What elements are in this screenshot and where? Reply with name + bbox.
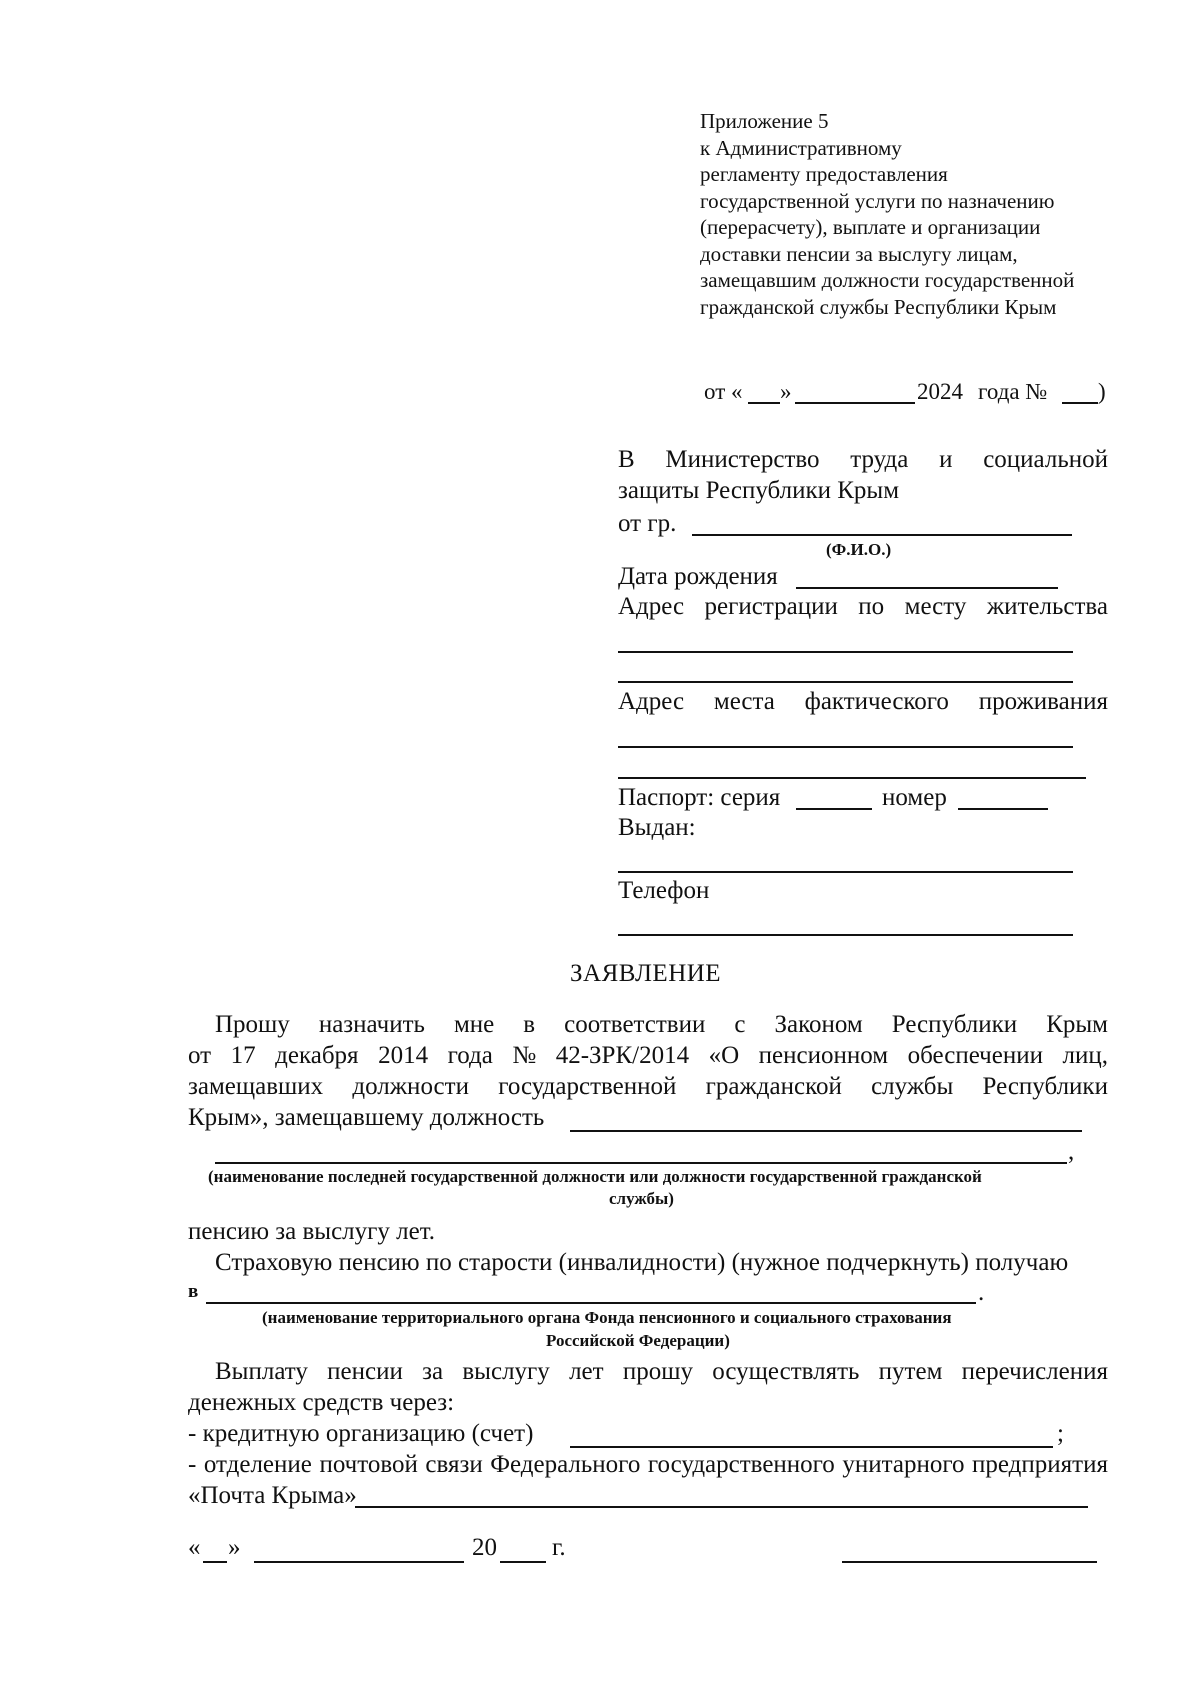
- bank-end: ;: [1057, 1420, 1064, 1447]
- passport-number-field[interactable]: [958, 808, 1048, 810]
- reg-address-field-1[interactable]: [618, 651, 1073, 653]
- word: месту: [904, 593, 967, 620]
- word: унитарного: [842, 1451, 965, 1478]
- word: в: [523, 1011, 536, 1038]
- statement-p1-line2: [188, 1042, 1108, 1070]
- word: за: [422, 1358, 444, 1385]
- actual-address-label: [618, 688, 1108, 716]
- bank-label: - кредитную организацию (счет): [188, 1420, 534, 1447]
- word: проживания: [978, 688, 1108, 715]
- word: и: [939, 446, 953, 473]
- position-field-2[interactable]: [215, 1162, 1067, 1164]
- fund-field[interactable]: [206, 1302, 976, 1304]
- statement-p2-in: в: [188, 1281, 199, 1302]
- sign-year-suffix: г.: [552, 1534, 566, 1561]
- signature-field[interactable]: [842, 1561, 1097, 1563]
- word: должности: [352, 1073, 469, 1100]
- post-line-2: «Почта Крыма»: [188, 1482, 357, 1509]
- appendix-line: гражданской службы Республики Крым: [700, 294, 1057, 319]
- phone-field[interactable]: [618, 934, 1073, 936]
- reg-address-field-2[interactable]: [618, 681, 1073, 683]
- position-comma: ,: [1068, 1138, 1075, 1165]
- month-blank[interactable]: [795, 402, 915, 404]
- fio-field[interactable]: [692, 534, 1072, 536]
- fund-dot: .: [978, 1279, 985, 1306]
- word: по: [858, 593, 885, 620]
- date-year-suffix: года №: [978, 379, 1048, 404]
- word: государственной: [498, 1073, 677, 1100]
- sign-year-prefix: 20: [472, 1534, 497, 1561]
- word: фактического: [804, 688, 949, 715]
- word: перечисления: [961, 1358, 1108, 1385]
- statement-p2-line1: Страховую пенсию по старости (инвалидности) (нужное подчеркнуть) получаю: [215, 1249, 1069, 1276]
- day-blank[interactable]: [748, 402, 780, 404]
- post-line-1: [188, 1451, 1108, 1479]
- appendix-line: регламенту предоставления: [700, 162, 948, 186]
- birth-label: Дата рождения: [618, 563, 778, 590]
- word: В: [618, 446, 635, 473]
- word: «О: [708, 1042, 740, 1069]
- word: почтовой: [319, 1451, 418, 1478]
- issued-field[interactable]: [618, 871, 1073, 873]
- date-mid: »: [780, 379, 792, 404]
- statement-p1-line1: [215, 1011, 1108, 1039]
- fund-caption: (наименование территориального органа Фонда пенсионного и социального страхования: [262, 1308, 952, 1327]
- word: государственного: [647, 1451, 835, 1478]
- appendix-line: (перерасчету), выплате и организации: [700, 215, 1041, 239]
- passport-series-label: Паспорт: серия: [618, 784, 781, 811]
- word: от: [188, 1042, 212, 1069]
- reg-address-label: [618, 593, 1108, 621]
- number-blank[interactable]: [1062, 402, 1098, 404]
- word: регистрации: [704, 593, 838, 620]
- passport-series-field[interactable]: [796, 808, 872, 810]
- word: соответствии: [564, 1011, 706, 1038]
- statement-p1-line3: [188, 1073, 1108, 1101]
- appendix-line: доставки пенсии за выслугу лицам,: [700, 241, 1018, 266]
- word: путем: [878, 1358, 943, 1385]
- word: лиц,: [1062, 1042, 1108, 1069]
- sign-year-field[interactable]: [500, 1561, 546, 1563]
- word: Крым: [1046, 1011, 1108, 1038]
- word: гражданской: [705, 1073, 842, 1100]
- word: Адрес: [618, 593, 685, 620]
- bank-account-field[interactable]: [570, 1446, 1053, 1448]
- sign-month-field[interactable]: [254, 1561, 464, 1563]
- sign-close: »: [228, 1534, 241, 1561]
- position-field-1[interactable]: [570, 1130, 1082, 1132]
- appendix-line: Приложение 5: [700, 109, 829, 133]
- word: замещавших: [188, 1073, 324, 1100]
- word: обеспечении: [907, 1042, 1043, 1069]
- statement-title: ЗАЯВЛЕНИЕ: [570, 960, 722, 987]
- post-office-field[interactable]: [355, 1506, 1088, 1508]
- word: Прошу: [215, 1011, 290, 1038]
- actual-address-field-2[interactable]: [618, 777, 1086, 779]
- date-prefix: от «: [704, 379, 743, 404]
- word: службы: [871, 1073, 954, 1100]
- position-caption-2: службы): [609, 1189, 674, 1208]
- word: жительства: [986, 593, 1108, 620]
- word: осуществлять: [712, 1358, 860, 1385]
- word: декабря: [275, 1042, 359, 1069]
- date-year: 2024: [917, 379, 963, 404]
- appendix-line: к Административному: [700, 135, 902, 160]
- birth-date-field[interactable]: [796, 587, 1058, 589]
- statement-p3-line2: денежных средств через:: [188, 1389, 455, 1416]
- fund-caption-2: Российской Федерации): [546, 1331, 730, 1350]
- word: 2014: [378, 1042, 429, 1069]
- word: связи: [425, 1451, 483, 1478]
- word: назначить: [318, 1011, 425, 1038]
- word: Выплату: [215, 1358, 308, 1385]
- statement-p1-end: пенсию за выслугу лет.: [188, 1218, 436, 1245]
- word: Республики: [982, 1073, 1108, 1100]
- sign-day-field[interactable]: [203, 1561, 227, 1563]
- issued-label: Выдан:: [618, 814, 696, 841]
- word: -: [188, 1451, 197, 1478]
- word: Республики: [891, 1011, 1018, 1038]
- word: пенсионном: [758, 1042, 889, 1069]
- phone-label: Телефон: [618, 877, 710, 904]
- date-close: ): [1098, 379, 1106, 404]
- sign-open: «: [188, 1534, 201, 1561]
- word: Законом: [774, 1011, 863, 1038]
- word: пенсии: [327, 1358, 403, 1385]
- word: Министерство: [665, 446, 820, 473]
- addressee-line-2: защиты Республики Крым: [618, 477, 900, 504]
- word: места: [713, 688, 775, 715]
- from-label: от гр.: [618, 510, 677, 537]
- appendix-line: замещавшим должности государственной: [700, 268, 1075, 292]
- appendix-line: государственной услуги по назначению: [700, 188, 1055, 213]
- word: социальной: [983, 446, 1108, 473]
- word: мне: [453, 1011, 495, 1038]
- word: труда: [850, 446, 909, 473]
- word: отделение: [203, 1451, 312, 1478]
- statement-p1-line4: Крым», замещавшему должность: [188, 1104, 545, 1131]
- fio-caption: (Ф.И.О.): [826, 540, 892, 559]
- word: лет: [569, 1358, 604, 1385]
- position-caption: (наименование последней государственной должности или должности государственной гражданской: [208, 1167, 982, 1186]
- actual-address-field-1[interactable]: [618, 746, 1073, 748]
- word: 42-ЗРК/2014: [555, 1042, 690, 1069]
- word: года: [447, 1042, 493, 1069]
- word: предприятия: [972, 1451, 1108, 1478]
- word: 17: [230, 1042, 256, 1069]
- addressee-line-1: [618, 446, 1108, 474]
- passport-number-label: номер: [882, 784, 947, 811]
- word: выслугу: [462, 1358, 550, 1385]
- word: Федерального: [490, 1451, 641, 1478]
- word: прошу: [622, 1358, 693, 1385]
- word: №: [512, 1042, 537, 1069]
- appendix-block: [700, 108, 1074, 320]
- word: с: [734, 1011, 746, 1038]
- word: Адрес: [618, 688, 685, 715]
- statement-p3-line1: [215, 1358, 1108, 1386]
